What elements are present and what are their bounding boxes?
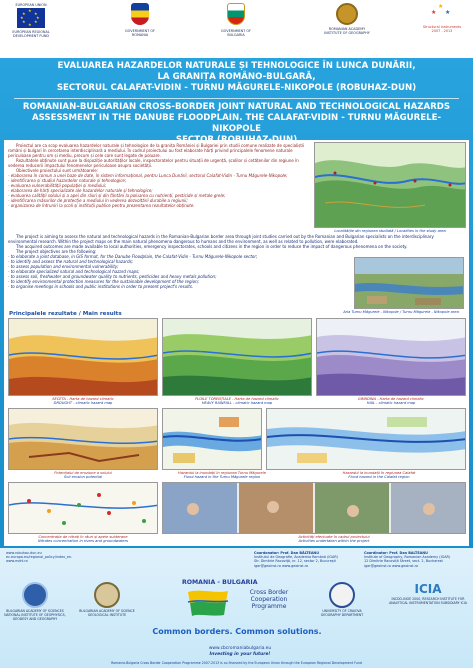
- main-content: [4, 140, 469, 546]
- flood-turnu-caption-ro: Hazardul la inundații în regiunea Turnu Măgurele: [178, 471, 266, 475]
- rainfall-caption-en: HEAVY RAINFALL - climatic hazard map: [201, 401, 273, 406]
- en-paragraph-1: The project is aiming to assess the natural and technological hazards in the Romanian-Bulgarian border area through joint studies carried out by the Romanian and Bulgarian specialists on the interdisciplinary environmental research. Within the project maps on the main natural phenomena dangerous to humans and the environment, as well as related to pollution, were elaborated.: [8, 234, 434, 244]
- title-ro-line-1: EVALUAREA HAZARDELOR NATURALE ȘI TEHNOLOGICE ÎN LUNCA DUNĂRII,: [57, 61, 416, 71]
- rainfall-caption-ro: PLOILE TORENȚIALE - Harta de hazard climatic: [195, 397, 279, 401]
- hail-caption-en: HAIL - climatic hazard map: [366, 401, 416, 406]
- flood-turnu-map-image: [163, 409, 262, 470]
- coord-en-line: 12 Dimitrie Racoviță Street, sect. 2, Bucharest: [364, 559, 443, 564]
- nitrates-map: [8, 482, 158, 534]
- partner-1-label: BULGARIAN ACADEMY OF SCIENCES NATIONAL INSTITUTE OF GEOPHYSICS, GEODESY AND GEOGRAPHY: [4, 609, 66, 621]
- partner-icia: [388, 582, 468, 606]
- programme-website[interactable]: www.cbcromaniabulgaria.eu: [208, 646, 272, 651]
- title-en-line-1: ROMANIAN-BULGARIAN CROSS-BORDER JOINT NATURAL AND TECHNOLOGICAL HAZARDS: [22, 102, 451, 112]
- drought-map-image: [9, 319, 158, 396]
- study-area-map-image: [315, 143, 466, 228]
- craiova-logo-icon: [329, 582, 355, 608]
- en-paragraph-2: The acquired outcomes are made available to local authorities, emergency inspectorates, schools and citizens in the region in order to reduce the impact of dangerous phenomena on the society.: [16, 244, 408, 249]
- soil-caption-ro: Potențialul de eroziune a solului: [54, 471, 112, 475]
- photo-caption: Aria Turnu Măgurele - Nikopole / Turnu Măgurele - Nikopole area: [343, 310, 459, 314]
- ro-objective: - identificarea și studiul hazardelor naturale și tehnologice;: [8, 178, 127, 183]
- rainfall-caption: [162, 397, 312, 406]
- eu-flag-icon: ★ ★ ★ ★ ★ ★ ★ ★: [17, 8, 45, 28]
- web-link[interactable]: www.mdrt.ro: [6, 559, 28, 564]
- en-objective: - to identify environmental protection measures for the sustainable development of the region;: [8, 279, 199, 284]
- header-logos: [0, 0, 473, 58]
- en-objective: - to organise meetings in schools and public institutions in order to present project's results.: [8, 284, 194, 289]
- niggg-logo-icon: [22, 582, 48, 608]
- gov-bg-logo: [212, 3, 260, 37]
- hail-caption-ro: GRINDINA - Harta de hazard climatic: [358, 397, 424, 401]
- en-objective: - to elaborate a joint database, in GIS format, for the Danube Floodplain, the Calafat-Vidin - Turnu Măgurele-Nikopole sector;: [8, 254, 258, 259]
- en-objective: - to assess population and environmental vulnerability;: [8, 264, 119, 269]
- heavy-rainfall-map-image: [163, 319, 312, 396]
- programme-map-icon: [186, 588, 230, 618]
- soil-erosion-map: [8, 408, 158, 470]
- coord-ro-line: Coordonator: Prof. Dan BĂLTEANU: [254, 551, 320, 555]
- icia-logo-icon: ICIA: [414, 582, 442, 596]
- ro-objective: - organizarea de întruniri la școli și instituții publice pentru prezentarea rezultatelor obținute.: [8, 203, 195, 208]
- soil-erosion-map-image: [9, 409, 158, 470]
- sf-label-1: Structural instruments: [422, 25, 462, 29]
- ro-objective: - identificarea măsurilor de protecție a mediului în vederea dezvoltării durabile a regiunii;: [8, 198, 188, 203]
- partner-4-label: INCDO-INOE 2000, RESEARCH INSTITUTE FOR ANALYTICAL INSTRUMENTATION SUBSIDIARY ICIA: [389, 597, 467, 605]
- academy-label: ROMANIAN ACADEMY INSTITUTE OF GEOGRAPHY: [324, 27, 370, 35]
- coord-en-line: igar@geoinst.ro www.geoinst.ro: [364, 563, 419, 568]
- study-area-caption: Localitățile din regiunea studiată / Localities in the study area: [334, 229, 446, 233]
- structural-instruments-logo: [418, 3, 466, 33]
- coord-ro-line: Institutul de Geografie, Academia Română (IGAR): [254, 555, 339, 560]
- coord-ro-line: igar@geoinst.ro www.geoinst.ro: [254, 563, 309, 568]
- soil-caption-en: Soil erosion potential: [64, 475, 102, 480]
- slogan: Common borders. Common solutions.: [152, 627, 322, 636]
- ro-objective: - elaborarea în comun a unei baze de date, în sistem informațional, pentru Lunca Dunării, sectorul Calafat-Vidin - Turnu Măgurele-Nikopole;: [8, 173, 288, 178]
- drought-map: [8, 318, 158, 396]
- flood-turnu-caption-en: Flood hazard in the Turnu Măgurele region: [183, 475, 261, 480]
- ro-paragraph-3: Obiectivele proiectului sunt următoarele:: [16, 168, 99, 173]
- gov-ro-logo: [118, 3, 162, 37]
- nitrates-caption: [8, 535, 158, 544]
- flood-turnu-map: [162, 408, 262, 470]
- coord-ro-line: Str. Dimitrie Racoviță, nr. 12, sector 2, București: [254, 559, 336, 564]
- funding-note: Romania-Bulgaria Cross Border Cooperation Programme 2007-2013 is co-financed by the European Union through the European Regional Development Fund: [111, 661, 362, 665]
- activities-caption-ro: Activități efectuate în cadrul proiectului: [298, 535, 370, 539]
- romania-crest-icon: [131, 3, 149, 25]
- bulgaria-crest-icon: [227, 3, 245, 25]
- gov-ro-label: GOVERNMENT OF ROMANIA: [125, 29, 155, 37]
- activities-caption-en: Activities undertaken within the project: [298, 539, 370, 544]
- coordinator-en: [364, 551, 470, 568]
- eu-logo: [6, 3, 56, 38]
- partner-2-label: BULGARIAN ACADEMY OF SCIENCE GEOLOGICAL INSTITUTE: [79, 609, 135, 617]
- web-link[interactable]: www.robuhaz-dun.eu: [6, 551, 42, 555]
- gov-bg-label: GOVERNMENT OF BULGARIA: [221, 29, 251, 37]
- flood-calafat-caption-ro: Hazardul la inundații în regiunea Calafat: [342, 471, 416, 475]
- title-ro-line-3: SECTORUL CALAFAT-VIDIN - TURNU MĂGURELE-NIKOPOLE (ROBUHAZ-DUN): [56, 83, 417, 93]
- study-area-map: [314, 142, 466, 228]
- ro-objective: - elaborarea de hărți specializate ale hazardelor naturale și tehnologice;: [8, 188, 153, 193]
- web-links: [6, 551, 116, 564]
- flood-turnu-caption: [162, 471, 282, 480]
- heavy-rainfall-map: [162, 318, 312, 396]
- ro-paragraph-1: Proiectul are ca scop evaluarea hazardelor naturale și tehnologice de la granița României și Bulgariei prin studii comune realizate de specialiștii români și bulgari în cercetarea interdisciplinară a mediului. În cadrul proiectului au fost elaborate hărți privind principalele fenomene naturale periculoase pentru om și mediu, precum și cele care sunt legate de poluare.: [8, 143, 305, 158]
- geological-institute-logo-icon: [94, 582, 120, 608]
- ro-paragraph-2: Rezultatele obținute sunt puse la dispoziție autorităților locale, inspectoratelor pentru situații de urgență, școlilor și cetățenilor din regiune în vederea reducerii impactului fenomenelor periculoase asupra societății.: [8, 158, 299, 168]
- partner-craiova: [312, 582, 372, 618]
- activities-photos: [162, 482, 466, 534]
- programme-title: ROMANIA - BULGARIA: [182, 579, 258, 586]
- eu-top-label: EUROPEAN UNION: [15, 3, 47, 7]
- en-objective: - to identify and assess the natural and technological hazards;: [8, 259, 134, 264]
- invest-tagline: Investing in your future!: [209, 652, 271, 657]
- coord-en-line: Institute of Geography, Romanian Academy (IGAR): [364, 555, 451, 560]
- ro-objective: - evaluarea vulnerabilității populației și mediului;: [8, 183, 107, 188]
- hail-caption: [316, 397, 466, 406]
- eu-bottom-label: EUROPEAN REGIONAL DEVELOPMENT FUND: [12, 30, 50, 38]
- partner-3-label: UNIVERSITY OF CRAIOVA GEOGRAPHY DEPARTMENT: [320, 609, 364, 617]
- nitrates-caption-en: Nitrates concentration in rivers and groundwaters: [38, 539, 128, 544]
- coord-en-line: Coordinator: Prof. Dan BALTEANU: [364, 551, 428, 555]
- web-link[interactable]: ec.europa.eu/regional_policy/index_en.: [6, 555, 73, 560]
- drought-caption: [8, 397, 158, 406]
- divider: [14, 98, 459, 99]
- soil-erosion-caption: [8, 471, 158, 480]
- nitrates-caption-ro: Concentrația de nitrați în râuri și apele subterane: [38, 535, 128, 539]
- flood-calafat-caption-en: Flood hazard in the Calafat region: [348, 475, 410, 480]
- drought-caption-en: DROUGHT - climatic hazard map: [53, 401, 113, 406]
- flood-calafat-map-image: [267, 409, 466, 470]
- romanian-description: [8, 143, 310, 208]
- nitrates-map-image: [9, 483, 158, 534]
- title-ro-line-2: LA GRANIȚA ROMÂNO-BULGARĂ,: [157, 72, 316, 82]
- title-en-line-2: ASSESSMENT IN THE DANUBE FLOODPLAIN. THE CALAFAT-VIDIN - TURNU MĂGURELE-NIKOPOLE: [31, 113, 442, 134]
- partner-bas-geological: [76, 582, 138, 618]
- academy-seal-icon: [336, 3, 358, 25]
- structural-stars-icon: ★ ★ ★: [431, 3, 451, 16]
- en-objective: - to assess soil, freshwater and groundwater quality to nutrients, pesticides and heavy metals pollution;: [8, 274, 217, 279]
- sf-label-2: 2007 - 2013: [431, 29, 453, 33]
- results-title: Principalele rezultate / Main results: [9, 311, 122, 317]
- ro-objective: - evaluarea calității solului și a apei din râuri și din fântâni la poluarea cu nutrienți, pesticide și metale grele;: [8, 193, 226, 198]
- aerial-photo-image: [355, 258, 464, 309]
- turnu-magurele-photo: [354, 257, 464, 309]
- programme-subtitle: Cross Border Cooperation Programme: [249, 589, 289, 610]
- title-romanian: [20, 61, 453, 94]
- en-paragraph-3: The project objectives are the following:: [16, 249, 97, 254]
- en-objective: - to elaborate specialized natural and technological hazard maps;: [8, 269, 140, 274]
- hail-map: [316, 318, 466, 396]
- drought-caption-ro: SECETA - Harta de hazard climatic: [52, 397, 114, 401]
- partner-bas-niggg: [4, 582, 66, 621]
- activities-caption: [254, 535, 414, 544]
- coordinator-ro: [254, 551, 362, 568]
- academy-logo: [322, 3, 372, 35]
- activities-photos-image: [163, 483, 466, 534]
- hail-map-image: [317, 319, 466, 396]
- flood-calafat-map: [266, 408, 466, 470]
- flood-calafat-caption: [304, 471, 454, 480]
